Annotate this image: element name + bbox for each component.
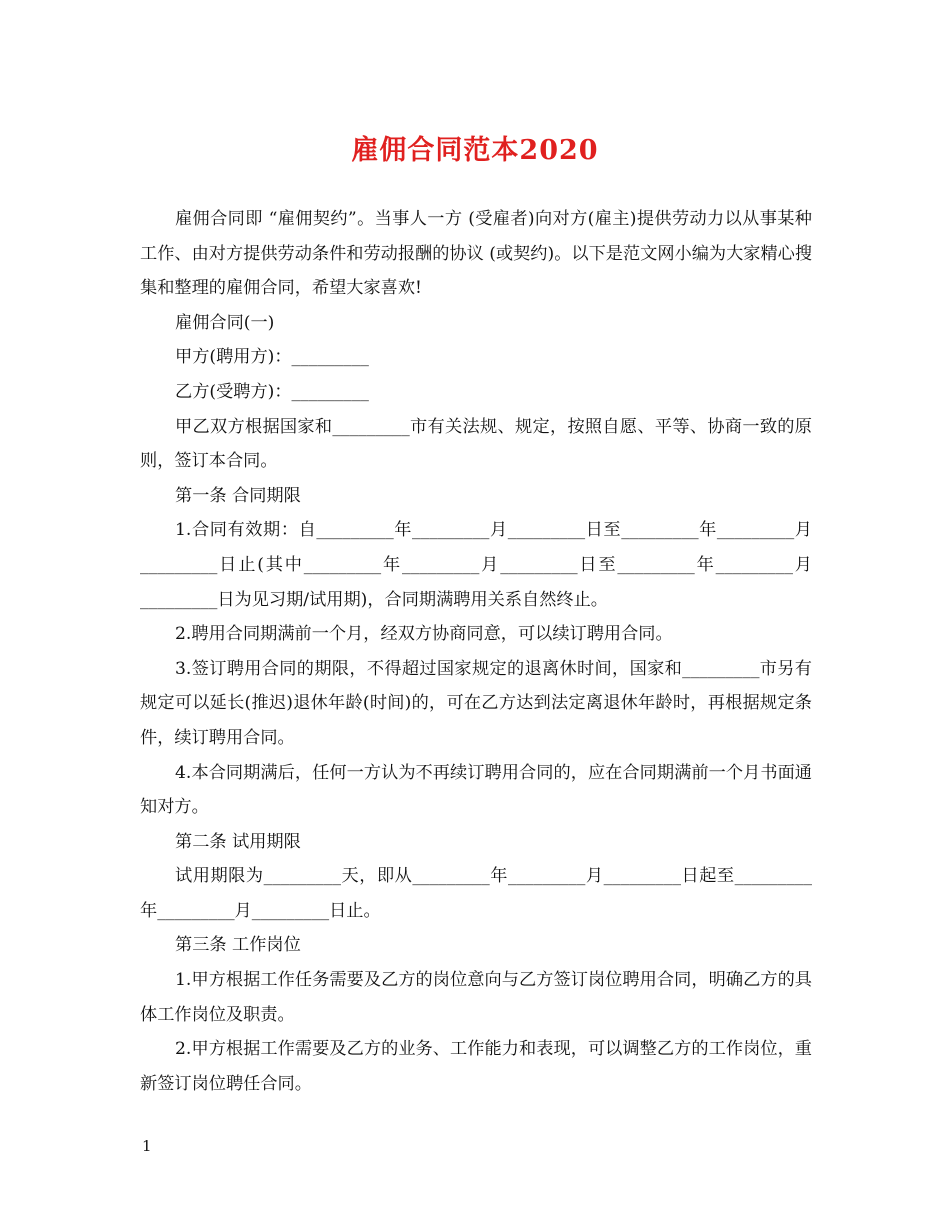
party-a-line: 甲方(聘用方)：_________ [175, 347, 369, 368]
article-1-heading: 第一条 合同期限 [175, 485, 301, 506]
article-2-heading: 第二条 试用期限 [175, 831, 301, 852]
document-title: 雇佣合同范本2020 [351, 135, 599, 166]
article-3-clause-1: 1.甲方根据工作任务需要及乙方的岗位意向与乙方签订岗位聘用合同，明确乙方的具体工作岗位及职责。 [140, 970, 812, 1025]
article-1-clause-1: 1.合同有效期：自_________年_________月_________日至_________年_________月_________日止(其中_________年_________月_________日至_________年_________月_________日为见习期/试用期)，合同期满聘用关系自然终止。 [140, 520, 812, 610]
article-1-clause-2: 2.聘用合同期满前一个月，经双方协商同意，可以续订聘用合同。 [175, 624, 673, 645]
article-3-heading: 第三条 工作岗位 [175, 935, 301, 956]
article-2-clause: 试用期限为_________天，即从_________年_________月_________日起至_________年_________月_________日止。 [140, 866, 812, 921]
contract-heading: 雇佣合同(一) [175, 312, 275, 333]
article-1-clause-4: 4.本合同期满后，任何一方认为不再续订聘用合同的，应在合同期满前一个月书面通知对方。 [140, 762, 812, 818]
article-3-clause-2: 2.甲方根据工作需要及乙方的业务、工作能力和表现，可以调整乙方的工作岗位，重新签订岗位聘任合同。 [140, 1039, 812, 1094]
intro-paragraph: 雇佣合同即 “雇佣契约”。当事人一方 (受雇者)向对方(雇主)提供劳动力以从事某种工作、由对方提供劳动条件和劳动报酬的协议 (或契约)。以下是范文网小编为大家精心搜集和整理的雇佣合同，希望大家喜欢! [140, 209, 813, 299]
preamble-paragraph: 甲乙双方根据国家和_________市有关法规、规定，按照自愿、平等、协商一致的原则，签订本合同。 [140, 416, 812, 472]
page-number: 1 [142, 1137, 152, 1155]
party-b-line: 乙方(受聘方)：_________ [175, 381, 369, 402]
document-body [140, 202, 812, 1101]
article-1-clause-3: 3.签订聘用合同的期限，不得超过国家规定的退离休时间，国家和_________市另有规定可以延长(推迟)退休年龄(时间)的，可在乙方达到法定离退休年龄时，再根据规定条件，续订聘用合同。 [140, 658, 812, 748]
